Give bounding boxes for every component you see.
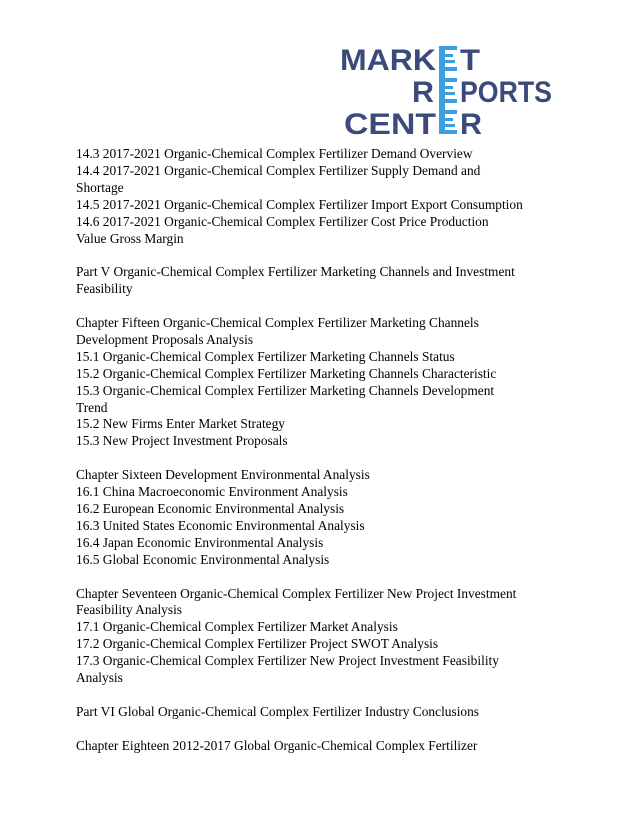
svg-text:R: R bbox=[460, 108, 483, 136]
text-line: Value Gross Margin bbox=[76, 230, 184, 246]
paragraph-gap bbox=[76, 298, 576, 315]
svg-text:CENT: CENT bbox=[344, 108, 436, 136]
text-line: 14.4 2017-2021 Organic-Chemical Complex Fertilizer Supply Demand and bbox=[76, 162, 481, 178]
table-of-contents-text bbox=[76, 146, 576, 755]
text-line: 16.3 United States Economic Environmental Analysis bbox=[76, 517, 365, 533]
paragraph-gap bbox=[76, 721, 576, 738]
svg-text:PORTS: PORTS bbox=[460, 76, 552, 109]
text-line: 17.3 Organic-Chemical Complex Fertilizer New Project Investment Feasibility bbox=[76, 653, 499, 669]
text-line: Chapter Eighteen 2012-2017 Global Organic-Chemical Complex Fertilizer bbox=[76, 737, 478, 753]
text-line: 15.1 Organic-Chemical Complex Fertilizer Marketing Channels Status bbox=[76, 348, 455, 364]
text-line: Chapter Seventeen Organic-Chemical Complex Fertilizer New Project Investment bbox=[76, 585, 517, 601]
market-reports-center-logo bbox=[340, 42, 560, 136]
text-line: 14.6 2017-2021 Organic-Chemical Complex Fertilizer Cost Price Production bbox=[76, 213, 489, 229]
text-line: 14.5 2017-2021 Organic-Chemical Complex Fertilizer Import Export Consumption bbox=[76, 196, 523, 212]
text-line: Shortage bbox=[76, 179, 124, 195]
text-line: Trend bbox=[76, 399, 108, 415]
text-line: 15.2 Organic-Chemical Complex Fertilizer Marketing Channels Characteristic bbox=[76, 365, 497, 381]
svg-text:T: T bbox=[460, 44, 480, 77]
text-line: 15.3 New Project Investment Proposals bbox=[76, 433, 288, 449]
text-line: Feasibility bbox=[76, 281, 133, 297]
paragraph-gap bbox=[76, 247, 576, 264]
text-line: 16.5 Global Economic Environmental Analysis bbox=[76, 551, 330, 567]
text-line: 16.1 China Macroeconomic Environment Analysis bbox=[76, 484, 348, 500]
text-line: 14.3 2017-2021 Organic-Chemical Complex Fertilizer Demand Overview bbox=[76, 146, 473, 161]
svg-text:R: R bbox=[412, 76, 435, 109]
text-line: Chapter Sixteen Development Environmental Analysis bbox=[76, 467, 370, 483]
paragraph-gap bbox=[76, 450, 576, 467]
svg-text:MARK: MARK bbox=[340, 44, 437, 77]
text-line: Part V Organic-Chemical Complex Fertilizer Marketing Channels and Investment bbox=[76, 264, 515, 280]
text-line: 17.2 Organic-Chemical Complex Fertilizer Project SWOT Analysis bbox=[76, 636, 439, 652]
text-line: Part VI Global Organic-Chemical Complex Fertilizer Industry Conclusions bbox=[76, 703, 480, 719]
paragraph-gap bbox=[76, 569, 576, 586]
text-line: 15.3 Organic-Chemical Complex Fertilizer Marketing Channels Development bbox=[76, 382, 495, 398]
text-line: Analysis bbox=[76, 670, 123, 686]
text-line: 16.4 Japan Economic Environmental Analysis bbox=[76, 534, 324, 550]
text-line: 15.2 New Firms Enter Market Strategy bbox=[76, 416, 285, 432]
text-line: Feasibility Analysis bbox=[76, 602, 183, 618]
text-line: 16.2 European Economic Environmental Analysis bbox=[76, 500, 345, 516]
paragraph-gap bbox=[76, 687, 576, 704]
text-line: Development Proposals Analysis bbox=[76, 331, 254, 347]
text-line: Chapter Fifteen Organic-Chemical Complex Fertilizer Marketing Channels bbox=[76, 315, 479, 331]
text-line: 17.1 Organic-Chemical Complex Fertilizer Market Analysis bbox=[76, 619, 398, 635]
